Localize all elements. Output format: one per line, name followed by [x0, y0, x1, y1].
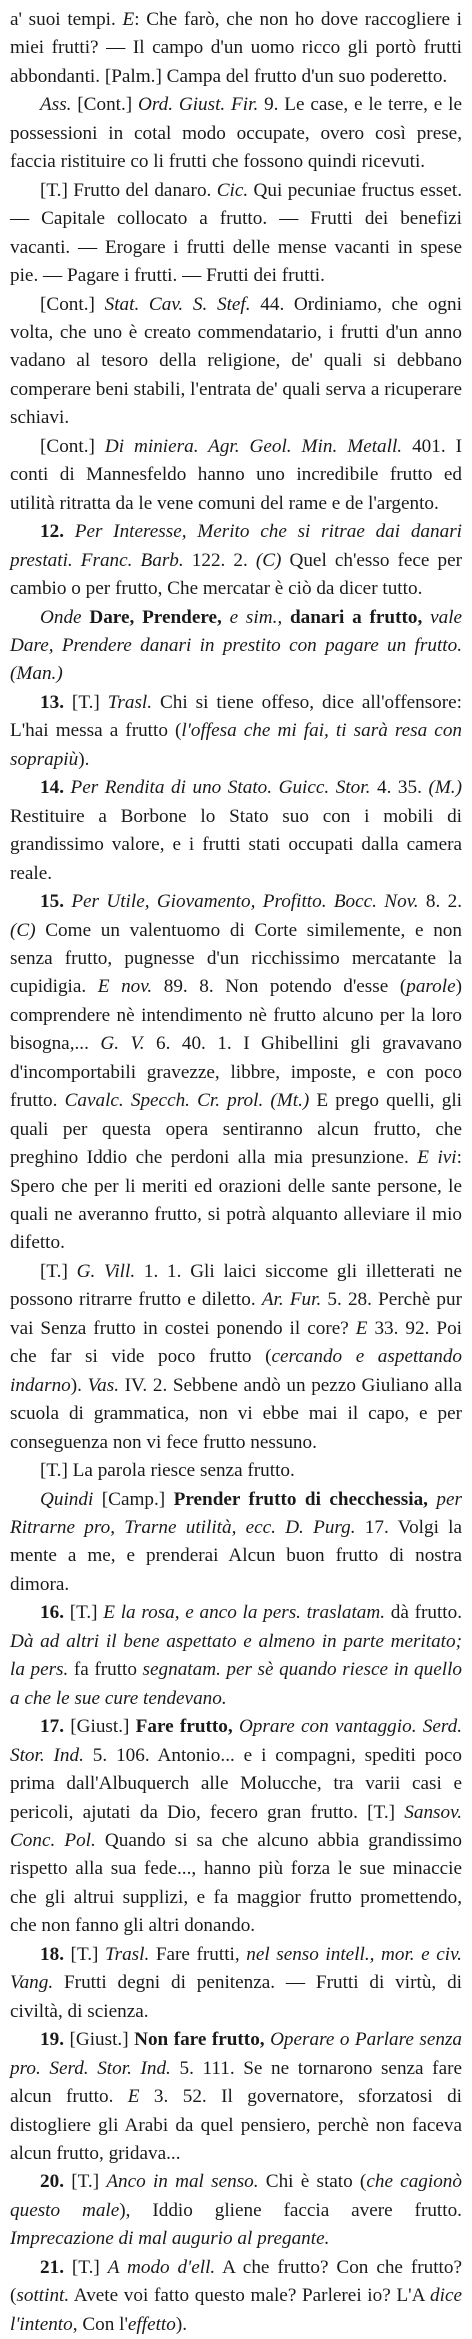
bold-text-run: 20. [40, 2171, 64, 2193]
bold-text-run: 17. [40, 1716, 64, 1738]
text-run: : Che farò, che non ho dove raccogliere i miei frutti? — Il campo d'un uomo ricco gli portò frutti abbondanti. [Palm.] Campa del frutto d'un suo poderetto. [10, 9, 463, 87]
text-run: Quel ch'esso fece per cambio o per frutto, Che mercatar è ciò da dicer tutto. [10, 549, 462, 600]
text-run: [T.] [63, 2256, 108, 2278]
text-run: ) comprendere nè intendimento nè frutto alcuno per la loro bisogna,... [10, 976, 463, 1055]
entry-paragraph [10, 433, 462, 518]
bold-text-run: 19. [40, 2029, 64, 2051]
bold-text-run: Prender frutto di checchessia, [173, 1488, 428, 1510]
italic-text-run: Cic. [216, 179, 249, 201]
entry-paragraph [10, 2026, 462, 2168]
italic-text-run: E ivi [417, 1147, 457, 1169]
text-run: [T.] [63, 2171, 107, 2193]
italic-text-run: Trasl. [104, 1943, 150, 1965]
entry-paragraph [10, 1486, 462, 1600]
entry-paragraph [10, 2254, 462, 2339]
italic-text-run: (C) [255, 549, 282, 571]
text-run: 401. I conti di Mannesfeldo hanno uno incredibile frutto ed utilità ritratta da le vene comuni del rame e de l'argento. [10, 435, 462, 514]
text-run: Qui pecuniae fructus esset. — Capitale collocato a frutto. — Frutti dei benefizi vacanti. — Erogare i frutti delle mense vacanti in spese pie. — Pagare i frutti. — Frutti dei frutti. [10, 179, 462, 287]
text-run: Chi si tiene offeso, dice all'offensore: L'hai messa a frutto ( [10, 691, 462, 742]
entry-paragraph [10, 774, 462, 888]
italic-text-run: Dà ad altri il bene aspettato e almeno in parte meritato; la pers. [10, 1630, 462, 1681]
italic-text-run: E nov. [97, 976, 153, 998]
italic-text-run: l'offesa che mi fai, ti sarà resa con soprapiù [10, 720, 463, 770]
entry-paragraph [10, 177, 462, 291]
italic-text-run: E [122, 9, 135, 30]
text-run: [T.] [63, 1943, 105, 1965]
italic-text-run: nel senso intell., mor. e civ. Vang. [10, 1943, 462, 1994]
bold-text-run: Dare, Prendere, [89, 606, 222, 628]
text-run: ). [175, 2313, 188, 2335]
bold-text-run: Non fare frutto, [134, 2029, 265, 2051]
text-run [422, 607, 430, 628]
bold-text-run: 13. [40, 691, 64, 713]
italic-text-run: cercando e aspettando indarno [10, 1346, 463, 1396]
italic-text-run: parole [406, 976, 456, 998]
italic-text-run: E la rosa, e anco la pers. traslatam. [103, 1602, 386, 1624]
text-run: [Giust.] [63, 2029, 135, 2051]
text-run: 4. 35. [370, 777, 429, 799]
italic-text-run: Quindi [40, 1488, 94, 1510]
text-run: 17. Volgi la mente a me, e prenderai Alcun buon frutto di nostra dimora. [10, 1517, 463, 1595]
bold-text-run: 16. [40, 1602, 64, 1624]
entry-paragraph [10, 604, 462, 689]
text-run: [Cont.] [40, 435, 105, 457]
text-run [282, 607, 290, 628]
text-run: [T.] [63, 1602, 104, 1624]
italic-text-run: Per Interesse, Merito che si ritrae dai danari prestati. Franc. Barb. [10, 521, 462, 571]
entry-paragraph [10, 91, 462, 176]
bold-text-run: 15. [40, 891, 64, 913]
text-run: dà frutto. [385, 1602, 462, 1624]
text-run: 89. 8. Non potendo d'esse ( [152, 976, 407, 998]
text-run: [Cont.] [71, 94, 139, 116]
text-run: : Spero che per li meriti ed orazioni delle sante persone, le quali ne averanno frutto, si potrà alquanto alleviare il mio difetto. [10, 1147, 462, 1254]
italic-text-run: Di miniera. Agr. Geol. Min. Metall. [104, 435, 403, 457]
text-run: 1. 1. Gli laici siccome gli illetterati ne possono ritrarre frutto e diletto. [10, 1260, 463, 1311]
text-run: ). [78, 748, 90, 770]
text-run: Quando si sa che alcuno abbia grandissimo rispetto alla sua fede..., hanno più forza le sue minaccie che gli altrui supplizi, e fa maggior frutto promettendo, che non fanno gli altri donando. [10, 1830, 463, 1937]
text-run: 3. 52. Il governatore, sforzatosi di distogliere gli Arabi da quel pensiero, perchè non faceva alcun frutto, gridava... [10, 2086, 462, 2164]
entry-paragraph [10, 1599, 462, 1713]
entry-paragraph [10, 518, 462, 603]
text-run: Avete voi fatto questo male? Parlerei io? L'A [69, 2285, 431, 2307]
italic-text-run: Onde [40, 606, 82, 628]
entry-paragraph [10, 291, 462, 433]
text-run: Restituire a Borbone lo Stato suo con i mobili di grandissimo valore, e i frutti stati occupati dalla camera reale. [10, 805, 462, 884]
text-run: 5. 111. Se ne tornarono senza fare alcun frutto. [10, 2057, 462, 2108]
italic-text-run: dice l'intento [10, 2285, 462, 2335]
italic-text-run: Cavalc. Specch. Cr. prol. (Mt.) [64, 1090, 310, 1112]
entry-paragraph [10, 2168, 462, 2253]
text-run: Frutti degni di penitenza. — Frutti di virtù, di civiltà, di scienza. [10, 1972, 462, 2022]
bold-text-run: Fare frutto, [135, 1716, 233, 1738]
text-run: E prego quelli, gli quali per questa opera sentiranno alcun frutto, che preghino Iddio che perdoni alla mia presunzione. [10, 1090, 462, 1169]
italic-text-run: Ord. Giust. Fir. [138, 94, 259, 116]
italic-text-run: (M.) [428, 777, 462, 799]
italic-text-run: Ass. [40, 94, 72, 116]
italic-text-run: Per Rendita di uno Stato. Guicc. Stor. [70, 777, 371, 799]
italic-text-run: segnatam. per sè quando riesce in quello a che le sue cure tendevano. [10, 1659, 463, 1709]
text-run: [T.] Frutto del danaro. [40, 179, 217, 201]
text-run: [T.] La parola riesce senza frutto. [40, 1460, 295, 1482]
italic-text-run: Vas. [87, 1374, 120, 1396]
italic-text-run: (C) [10, 919, 36, 941]
italic-text-run: Trasl. [107, 691, 153, 713]
text-run: 8. 2. [418, 891, 463, 913]
text-run: IV. 2. Sebbene andò un pezzo Giuliano alla scuola di grammatica, non vi ebbe mai il capo, e per conseguenza non vi fece frutto nessuno. [10, 1374, 463, 1453]
entry-paragraph [10, 689, 462, 774]
bold-text-run: 18. [40, 1943, 64, 1965]
text-run: Fare frutti, [149, 1943, 247, 1965]
text-run: [Camp.] [93, 1488, 174, 1510]
bold-text-run: 14. [40, 777, 64, 799]
italic-text-run: E [127, 2086, 140, 2108]
text-run: ), Iddio gliene faccia avere frutto. [119, 2199, 462, 2221]
entry-paragraph [10, 6, 462, 91]
italic-text-run: G. V. [100, 1033, 145, 1055]
entry-paragraph [10, 1457, 462, 1485]
text-run: 122. 2. [183, 549, 256, 571]
italic-text-run: Stat. Cav. S. Stef. [104, 293, 251, 315]
italic-text-run: Anco in mal senso. [106, 2171, 259, 2193]
text-run: ). [70, 1374, 88, 1396]
text-run: A che frutto? Con che frutto? ( [10, 2256, 463, 2307]
italic-text-run: Per Utile, Giovamento, Profitto. Bocc. Nov. [71, 891, 419, 913]
italic-text-run: Imprecazione di mal augurio al pregante. [10, 2228, 330, 2250]
text-run [64, 521, 75, 542]
text-run: Come un valentuomo di Corte similemente, e non senza frutto, pugnesse d'un ricchissimo mercatante la cupidigia. [10, 919, 462, 998]
entry-paragraph [10, 1258, 462, 1457]
italic-text-run: e sim., [229, 606, 283, 628]
italic-text-run: A modo d'ell. [107, 2256, 216, 2278]
text-run: [Giust.] [63, 1716, 136, 1738]
entry-paragraph [10, 1713, 462, 1941]
text-run: 6. 40. 1. I Ghibellini gli gravavano d'incomportabili gravezze, libbre, imposte, e con poco frutto. [10, 1033, 462, 1112]
italic-text-run: E [355, 1317, 368, 1339]
text-run: a' suoi tempi. [10, 9, 123, 30]
italic-text-run: vale Dare, Prendere danari in prestito con pagare un frutto. (Man.) [10, 606, 463, 685]
text-run: Chi è stato ( [258, 2171, 367, 2193]
bold-text-run: 12. [40, 521, 64, 543]
italic-text-run: sottint. [16, 2285, 70, 2307]
italic-text-run: G. Vill. [76, 1260, 136, 1282]
text-run: [T.] [63, 691, 108, 713]
italic-text-run: per Ritrarne pro, Trarne utilità, ecc. D. Purg. [10, 1488, 462, 1539]
entry-paragraph [10, 1941, 462, 2026]
bold-text-run: 21. [40, 2256, 64, 2278]
text-run: [T.] [40, 1260, 77, 1282]
italic-text-run: Operare o Parlare senza pro. Serd. Stor. Ind. [10, 2029, 463, 2079]
text-run: , Con l' [72, 2313, 128, 2335]
text-run: 5. 28. Perchè pur vai Senza frutto in costei ponendo il core? [10, 1289, 462, 1339]
italic-text-run: effetto [127, 2313, 176, 2335]
text-run [222, 607, 230, 628]
text-run: [Cont.] [40, 293, 105, 315]
entry-paragraph [10, 888, 462, 1258]
text-run: 5. 106. Antonio... e i compagni, spediti poco prima dall'Albuquerch alle Molucche, tra varii casi e pericoli, ajutati da Dio, fecero gran frutto. [T.] [10, 1744, 462, 1823]
text-run: 9. Le case, e le terre, e le possessioni in cotal modo occupate, overo così prese, faccia ristituire co li frutti che fossono quindi ricevuti. [10, 94, 462, 173]
dictionary-entry-frutto [10, 6, 462, 2339]
text-run: 44. Ordiniamo, che ogni volta, che uno è creato commendatario, i frutti d'un anno vadano al tesoro della religione, de' quali si debbano comperare beni stabili, l'entrata de' quali serva a ricuperare schiavi. [10, 293, 462, 429]
italic-text-run: che cagionò questo male [10, 2171, 462, 2221]
text-run: fa frutto [68, 1659, 143, 1681]
italic-text-run: Sansov. Conc. Pol. [10, 1801, 462, 1851]
text-run: 33. 92. Poi che far si vide poco frutto ( [10, 1317, 462, 1368]
italic-text-run: Ar. Fur. [261, 1289, 322, 1311]
italic-text-run: Oprare con vantaggio. Serd. Stor. Ind. [10, 1716, 463, 1766]
bold-text-run: danari a frutto, [289, 606, 423, 628]
